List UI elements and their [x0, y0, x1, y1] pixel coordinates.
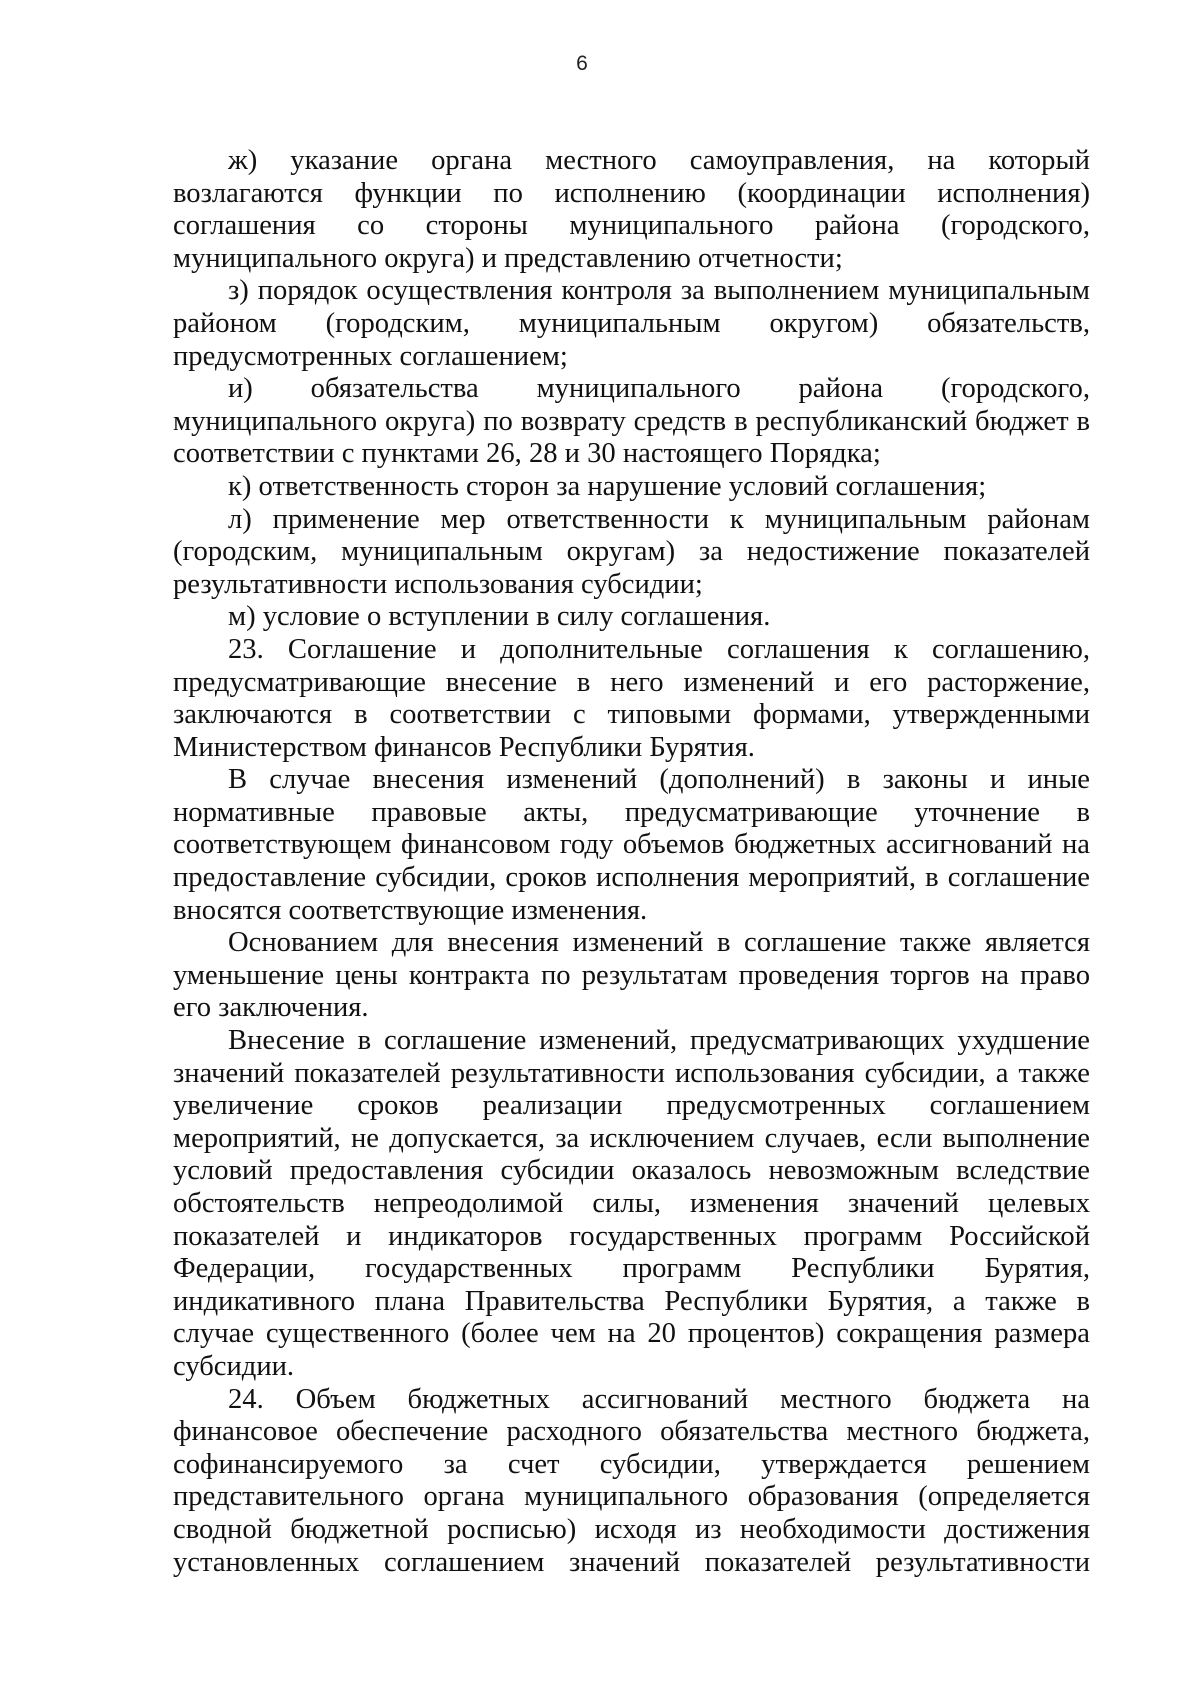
- paragraph-zh: ж) указание органа местного самоуправления, на который возлагаются функции по исполнению (координации исполнения) соглашения со стороны муниципального района (городского, муниципального округа) и представлению отчетности;: [173, 145, 1090, 274]
- paragraph-k: к) ответственность сторон за нарушение условий соглашения;: [228, 470, 987, 502]
- paragraph-m: м) условие о вступлении в силу соглашения.: [228, 601, 771, 633]
- paragraph-23: 23. Соглашение и дополнительные соглашения к соглашению, предусматривающие внесение в него изменений и его расторжение, заключаются в соответствии с типовыми формами, утвержденными Министерством финансов Республики Бурятия.: [173, 633, 1090, 763]
- paragraph-z: з) порядок осуществления контроля за выполнением муниципальным районом (городским, муниципальным округом) обязательств, предусмотренных соглашением;: [173, 275, 1090, 372]
- paragraph-23-grounds: Основанием для внесения изменений в соглашение также является уменьшение цены контракта по результатам проведения торгов на право его заключения.: [173, 927, 1090, 1024]
- paragraph-i: и) обязательства муниципального района (городского, муниципального округа) по возврату средств в республиканский бюджет в соответствии с пунктами 26, 28 и 30 настоящего Порядка;: [173, 373, 1090, 470]
- document-body: [173, 145, 1090, 1579]
- paragraph-23-restrictions: Внесение в соглашение изменений, предусматривающих ухудшение значений показателей результативности использования субсидии, а также увеличение сроков реализации предусмотренных соглашением мероприятий, не допускается, за исключением случаев, если выполнение условий предоставления субсидии оказалось невозможным вследствие обстоятельств непреодолимой силы, изменения значений целевых показателей и индикаторов государственных программ Российской Федерации, государственных программ Республики Бурятия, индикативного плана Правительства Республики Бурятия, а также в случае существенного (более чем на 20 процентов) сокращения размера субсидии.: [173, 1025, 1090, 1382]
- paragraph-23-amendments: В случае внесения изменений (дополнений) в законы и иные нормативные правовые акты, предусматривающие уточнение в соответствующем финансовом году объемов бюджетных ассигнований на предоставление субсидии, сроков исполнения мероприятий, в соглашение вносятся соответствующие изменения.: [173, 764, 1090, 926]
- page-number: 6: [576, 52, 588, 75]
- paragraph-24: 24. Объем бюджетных ассигнований местного бюджета на финансовое обеспечение расходного обязательства местного бюджета, софинансируемого за счет субсидии, утверждается решением представительного органа муниципального образования (определяется сводной бюджетной росписью) исходя из необходимости достижения установленных соглашением значений показателей результативности: [173, 1383, 1090, 1578]
- paragraph-l: л) применение мер ответственности к муниципальным районам (городским, муниципальным округам) за недостижение показателей результативности использования субсидии;: [173, 503, 1090, 600]
